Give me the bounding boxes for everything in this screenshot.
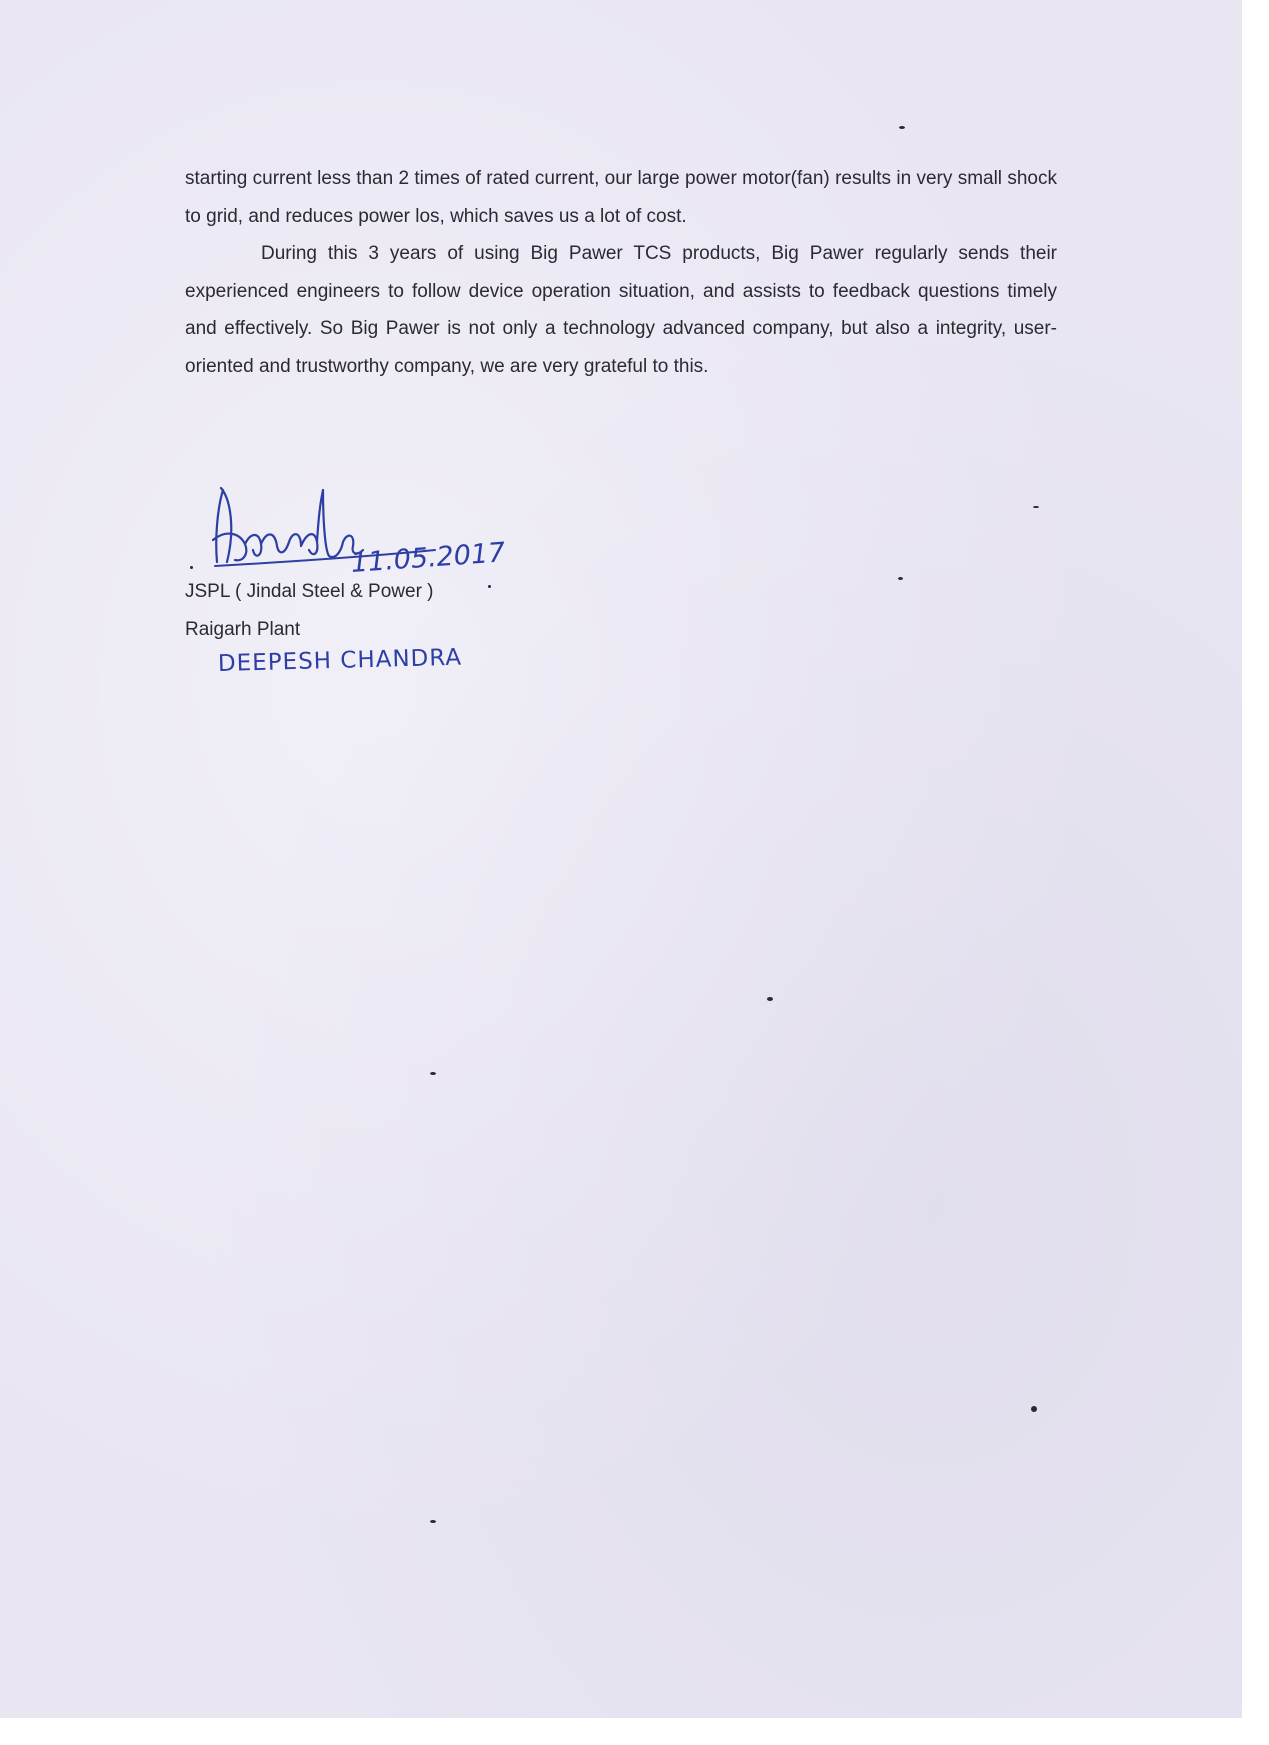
speck	[488, 585, 491, 588]
speck	[190, 566, 193, 569]
speck	[899, 126, 905, 129]
speck	[1033, 506, 1039, 508]
letter-body	[185, 160, 1057, 385]
letter-paragraph-1: starting current less than 2 times of rated current, our large power motor(fan) results in very small shock to grid, and reduces power los, which saves us a lot of cost.	[185, 168, 1057, 227]
scan-margin-right	[1242, 0, 1269, 1745]
scan-margin-bottom	[0, 1718, 1269, 1745]
speck	[1031, 1406, 1037, 1412]
speck	[430, 1520, 436, 1523]
signatory-name: DEEPESH CHANDRA	[217, 644, 463, 677]
organization-name: JSPL ( Jindal Steel & Power )	[185, 581, 434, 602]
signature-date: 11.05.2017	[349, 537, 507, 579]
speck	[898, 577, 903, 580]
letter-paragraph-2: During this 3 years of using Big Pawer TCS products, Big Pawer regularly sends their experienced engineers to follow device operation situation, and assists to feedback questions timely and effectively. So Big Pawer is not only a technology advanced company, but also a integrity, user-oriented and trustworthy company, we are very grateful to this.	[185, 243, 1057, 377]
plant-name: Raigarh Plant	[185, 619, 301, 640]
speck	[430, 1072, 436, 1075]
speck	[767, 997, 773, 1001]
